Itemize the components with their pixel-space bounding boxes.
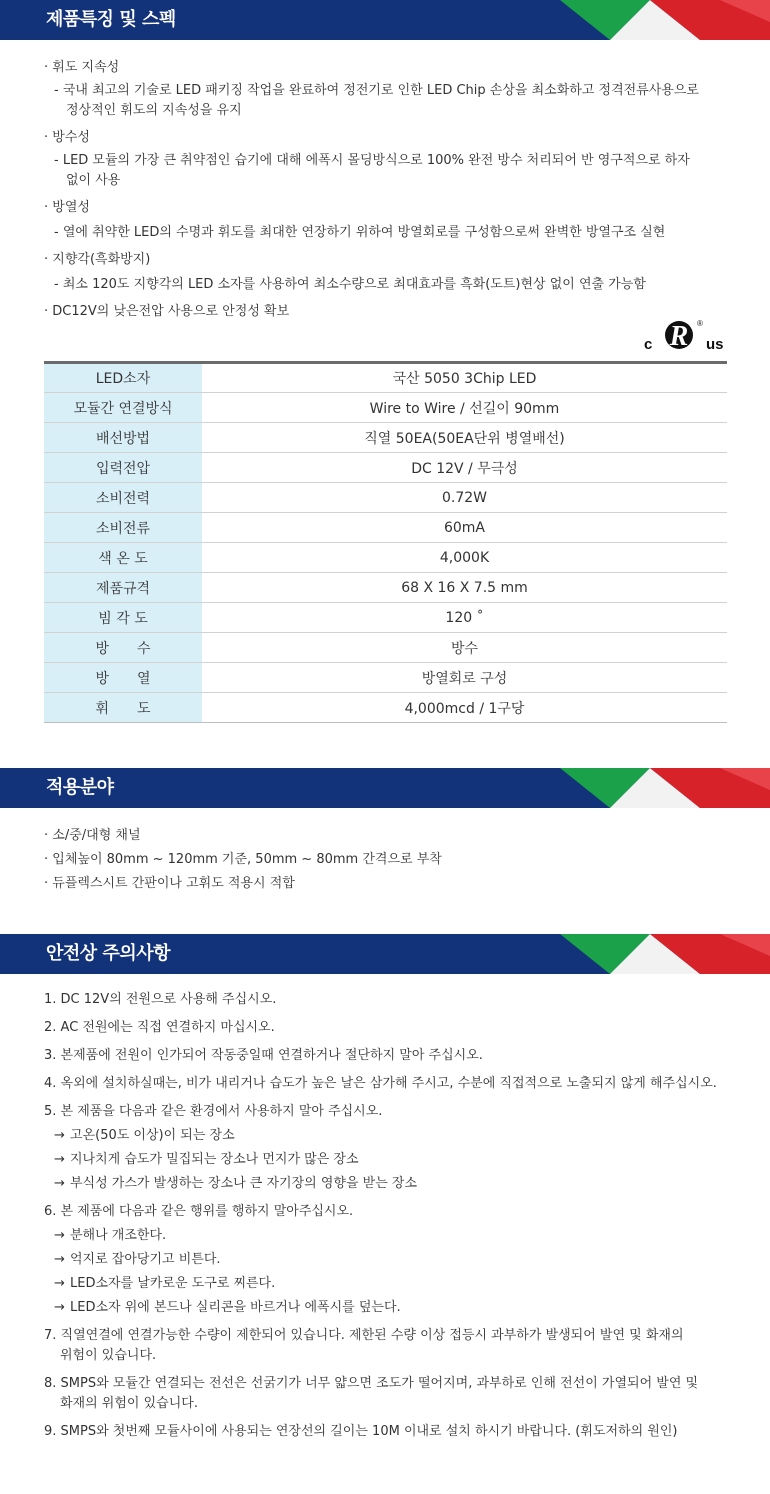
feature-heading: · 방수성 [44, 130, 90, 145]
feature-item-heat [44, 199, 744, 243]
caution-item: 6. 본 제품에 다음과 같은 행위를 행하지 말아주십시오. [44, 1204, 354, 1219]
table-row [44, 363, 727, 393]
feature-description: - LED 모듈의 가장 큰 취약점인 습기에 대해 에폭시 몰딩방식으로 100% 완전 방수 처리되어 반 영구적으로 하자 [54, 153, 690, 168]
spec-table [44, 361, 727, 723]
spec-value: 68 X 16 X 7.5 mm [202, 573, 727, 603]
spec-value: 직열 50EA(50EA단위 병열배선) [202, 423, 727, 453]
spec-value: 60mA [202, 513, 727, 543]
feature-heading: · 방열성 [44, 200, 90, 215]
arrow-icon: → [54, 1152, 65, 1167]
feature-heading: · 지향각(흑화방지) [44, 252, 151, 267]
features-section-title: 제품특징 및 스펙 [46, 9, 176, 30]
table-row [44, 573, 727, 603]
arrow-icon: → [54, 1228, 65, 1243]
table-row [44, 483, 727, 513]
spec-key: LED소자 [44, 363, 202, 393]
spec-key: 소비전류 [44, 513, 202, 543]
spec-key: 제품규격 [44, 573, 202, 603]
table-row [44, 603, 727, 633]
arrow-icon: → [54, 1176, 65, 1191]
list-item: · 듀플렉스시트 간판이나 고휘도 적용시 적합 [44, 876, 295, 891]
spec-key: 모듈간 연결방식 [44, 393, 202, 423]
spec-key: 색 온 도 [44, 543, 202, 573]
caution-item: 3. 본제품에 전원이 인가되어 작동중일때 연결하거나 절단하지 말아 주십시오. [44, 1048, 483, 1063]
feature-description: - 국내 최고의 기술로 LED 패키징 작업을 완료하여 정전기로 인한 LED Chip 손상을 최소화하고 정격전류사용으로 [54, 83, 699, 98]
spec-value: 4,000K [202, 543, 727, 573]
caution-subitem: → LED소자 위에 본드나 실리콘을 바르거나 에폭시를 덮는다. [44, 1298, 744, 1318]
feature-heading: · 휘도 지속성 [44, 60, 120, 75]
cul-us-letters: us [706, 336, 724, 352]
caution-item-cont: 화재의 위험이 있습니다. [60, 1396, 198, 1411]
feature-item-voltage [44, 303, 744, 321]
caution-section-header [0, 934, 770, 974]
spec-value: 방수 [202, 633, 727, 663]
table-row [44, 543, 727, 573]
features-section-header [0, 0, 770, 40]
caution-item: 4. 옥외에 설치하실때는, 비가 내리거나 습도가 높은 날은 삼가해 주시고, 수분에 직접적으로 노출되지 않게 해주십시오. [44, 1076, 717, 1091]
spec-value: 4,000mcd / 1구당 [202, 693, 727, 723]
caution-list [44, 990, 744, 1442]
registered-mark: ® [697, 319, 703, 328]
caution-item: 5. 본 제품을 다음과 같은 환경에서 사용하지 말아 주십시오. [44, 1104, 383, 1119]
application-section-header [0, 768, 770, 808]
features-list [44, 59, 744, 321]
table-row [44, 693, 727, 723]
spec-value: 방열회로 구성 [202, 663, 727, 693]
table-row [44, 423, 727, 453]
spec-value: 120 ˚ [202, 603, 727, 633]
feature-item-waterproof [44, 129, 744, 191]
spec-key: 방 수 [44, 633, 202, 663]
arrow-icon: → [54, 1128, 65, 1143]
caution-item: 9. SMPS와 첫번째 모듈사이에 사용되는 연장선의 길이는 10M 이내로 설치 하시기 바랍니다. (휘도저하의 원인) [44, 1424, 678, 1439]
arrow-icon: → [54, 1300, 65, 1315]
caution-subitem: → 지나치게 습도가 밀집되는 장소나 먼지가 많은 장소 [44, 1150, 744, 1170]
feature-description-cont: 없이 사용 [66, 173, 121, 188]
spec-value: 0.72W [202, 483, 727, 513]
caution-section-title: 안전상 주의사항 [46, 943, 170, 964]
feature-description-cont: 정상적인 휘도의 지속성을 유지 [66, 103, 242, 118]
table-row [44, 663, 727, 693]
caution-subitem: → 분해나 개조한다. [44, 1226, 744, 1246]
list-item: · 소/중/대형 채널 [44, 828, 141, 843]
spec-value: Wire to Wire / 선길이 90mm [202, 393, 727, 423]
caution-subitem: → 부식성 가스가 발생하는 장소나 큰 자기장의 영향을 받는 장소 [44, 1174, 744, 1194]
spec-key: 빔 각 도 [44, 603, 202, 633]
feature-item-angle [44, 251, 744, 295]
feature-description: - 열에 취약한 LED의 수명과 휘도를 최대한 연장하기 위하여 방열회로를 구성함으로써 완벽한 방열구조 실현 [54, 225, 666, 240]
arrow-icon: → [54, 1276, 65, 1291]
caution-item: 2. AC 전원에는 직접 연결하지 마십시오. [44, 1020, 275, 1035]
caution-subitem: → LED소자를 날카로운 도구로 찌른다. [44, 1274, 744, 1294]
spec-key: 입력전압 [44, 453, 202, 483]
feature-description: - 최소 120도 지향각의 LED 소자를 사용하여 최소수량으로 최대효과를 흑화(도트)현상 없이 연출 가능함 [54, 277, 646, 292]
table-row [44, 633, 727, 663]
spec-key: 소비전력 [44, 483, 202, 513]
caution-item: 1. DC 12V의 전원으로 사용해 주십시오. [44, 992, 277, 1007]
table-row [44, 513, 727, 543]
cul-certification-logo [644, 318, 728, 352]
cul-c-letter: c [644, 336, 653, 352]
caution-item-cont: 위험이 있습니다. [60, 1348, 157, 1363]
header-ribbon-decoration [0, 768, 770, 808]
list-item: · 입체높이 80mm ~ 120mm 기준, 50mm ~ 80mm 간격으로 부착 [44, 852, 442, 867]
spec-key: 휘 도 [44, 693, 202, 723]
spec-value: DC 12V / 무극성 [202, 453, 727, 483]
spec-value: 국산 5050 3Chip LED [202, 363, 727, 393]
spec-key: 방 열 [44, 663, 202, 693]
table-row [44, 453, 727, 483]
arrow-icon: → [54, 1252, 65, 1267]
caution-subitem: → 억지로 잡아당기고 비튼다. [44, 1250, 744, 1270]
application-list [44, 824, 442, 896]
caution-item: 8. SMPS와 모듈간 연결되는 전선은 선굵기가 너무 얇으면 조도가 떨어지며, 과부하로 인해 전선이 가열되어 발연 및 [44, 1376, 699, 1391]
spec-key: 배선방법 [44, 423, 202, 453]
caution-item: 7. 직열연결에 연결가능한 수량이 제한되어 있습니다. 제한된 수량 이상 접등시 과부하가 발생되어 발연 및 화재의 [44, 1328, 684, 1343]
caution-subitem: → 고온(50도 이상)이 되는 장소 [44, 1126, 744, 1146]
feature-heading: · DC12V의 낮은전압 사용으로 안정성 확보 [44, 304, 290, 319]
application-section-title: 적용분야 [46, 777, 114, 798]
feature-item-brightness [44, 59, 744, 121]
table-row [44, 393, 727, 423]
ul-mark: R [669, 321, 689, 352]
